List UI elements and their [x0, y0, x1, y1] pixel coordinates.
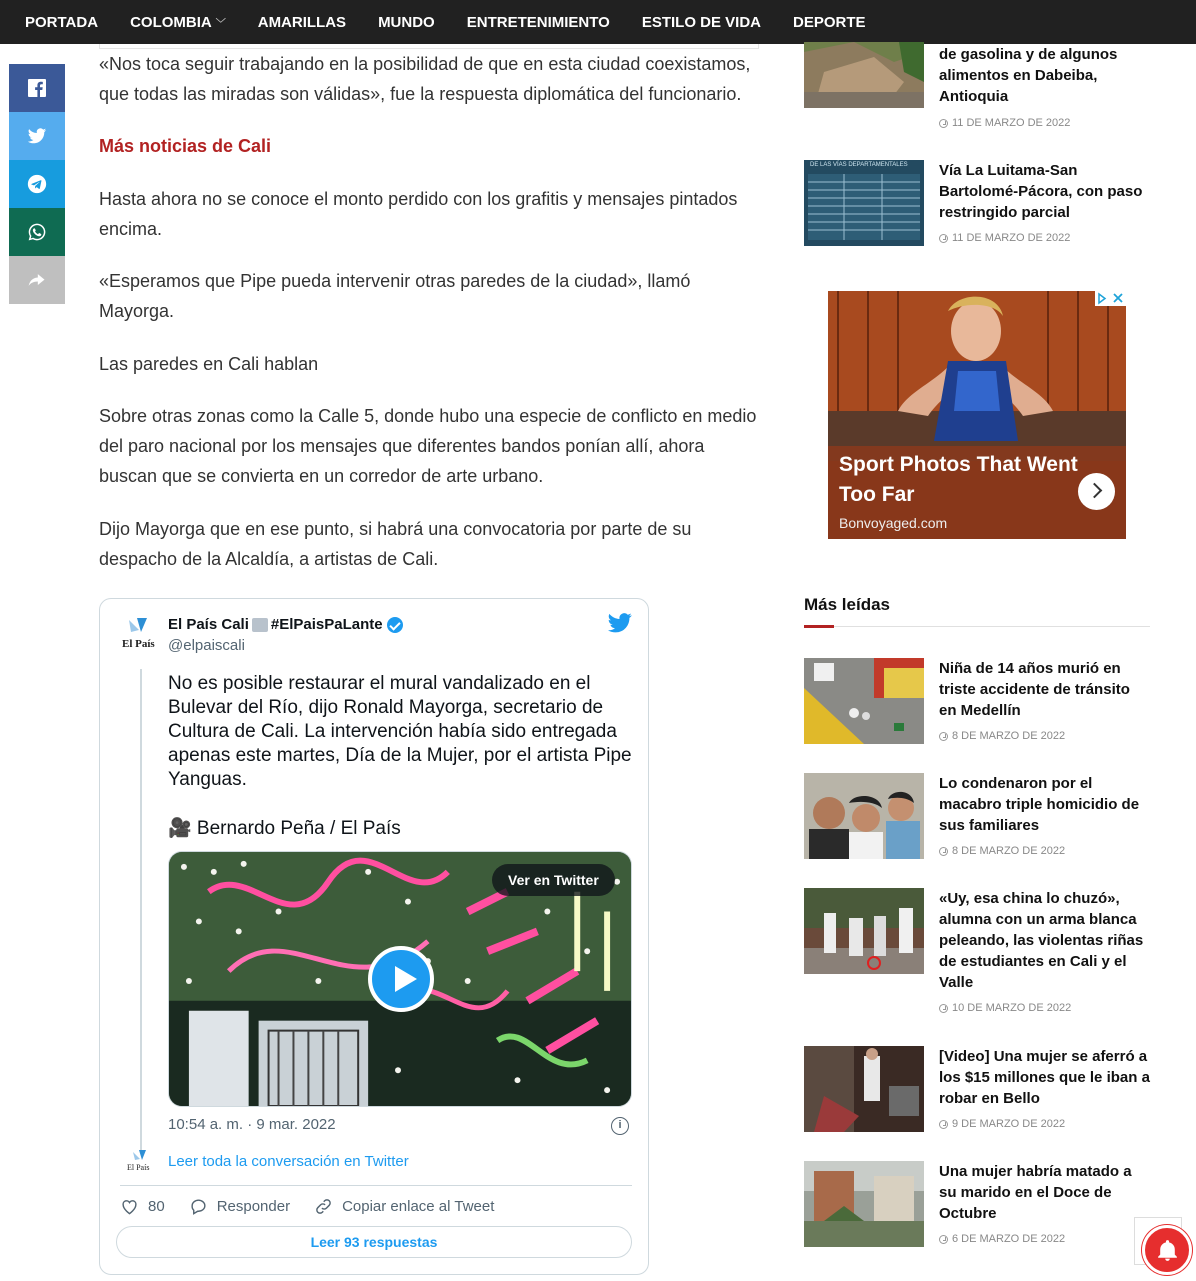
ad-domain[interactable]: Bonvoyaged.com	[839, 515, 948, 531]
chevron-right-icon[interactable]	[1078, 473, 1115, 510]
news-thumbnail[interactable]	[804, 160, 924, 246]
news-date	[939, 117, 1070, 129]
tweet-actions	[120, 1197, 518, 1216]
bell-icon	[1155, 1238, 1180, 1263]
news-thumbnail[interactable]	[804, 1046, 924, 1132]
article-paragraph: Dijo Mayorga que en ese punto, si habrá una convocatoria por parte de su despacho de la Alcaldía, a artistas de Cali.	[99, 519, 692, 569]
date-text: 9 DE MARZO DE 2022	[952, 1118, 1066, 1130]
heart-icon	[120, 1197, 139, 1216]
clock-icon	[939, 234, 948, 243]
like-button[interactable]	[120, 1197, 165, 1216]
news-date	[939, 1233, 1065, 1245]
share-icon	[27, 270, 47, 290]
tweet-video[interactable]	[168, 851, 632, 1107]
share-twitter-button[interactable]	[9, 112, 65, 160]
author-hashtag: #ElPaisPaLante	[270, 616, 383, 633]
clock-icon	[939, 119, 948, 128]
date-text: 8 DE MARZO DE 2022	[952, 730, 1066, 742]
telegram-icon	[27, 174, 47, 194]
most-read-heading: Más leídas	[804, 595, 890, 614]
date-text: 8 DE MARZO DE 2022	[952, 845, 1066, 857]
whatsapp-icon	[27, 222, 47, 242]
play-icon[interactable]	[368, 946, 434, 1012]
info-icon[interactable]: i	[611, 1117, 629, 1135]
newspaper-icon	[252, 618, 268, 632]
share-bar	[9, 64, 65, 304]
news-title[interactable]: «Uy, esa china lo chuzó», alumna con un arma blanca peleando, las violentas riñas de estudiantes en Cali y el Valle	[939, 890, 1144, 991]
top-navigation	[0, 0, 1196, 44]
news-title[interactable]: Lo condenaron por el macabro triple homicidio de sus familiares	[939, 775, 1140, 834]
ad-headline[interactable]: Sport Photos That Went Too Far	[839, 453, 1078, 506]
family-photo-image	[804, 773, 924, 859]
verified-badge-icon	[387, 617, 403, 633]
nav-item-label: COLOMBIA	[130, 13, 212, 31]
elpais-logo-icon[interactable]	[121, 616, 161, 652]
date-text: 11 DE MARZO DE 2022	[952, 232, 1071, 244]
tweet-timestamp[interactable]: 10:54 a. m. · 9 mar. 2022	[168, 1116, 336, 1133]
clock-icon	[939, 1004, 948, 1013]
share-telegram-button[interactable]	[9, 160, 65, 208]
nav-item-amarillas[interactable]: AMARILLAS	[257, 13, 347, 31]
tweet-author-name[interactable]	[168, 616, 403, 633]
ad-choices-icon[interactable]	[1095, 291, 1126, 306]
clock-icon	[939, 847, 948, 856]
reply-button[interactable]	[189, 1197, 290, 1216]
svg-text:El País: El País	[122, 638, 155, 650]
road-status-table-image	[804, 160, 924, 246]
students-fight-image	[804, 888, 924, 974]
news-title[interactable]: [Video] Una mujer se aferró a los $15 millones que le iban a robar en Bello	[939, 1048, 1150, 1107]
tweet-author-handle[interactable]: @elpaiscali	[168, 637, 245, 654]
divider	[120, 1185, 632, 1186]
news-title[interactable]: Vía La Luitama-San Bartolomé-Pácora, con paso restringido parcial	[939, 162, 1143, 221]
news-date	[939, 1002, 1071, 1014]
author-name: El País Cali	[168, 616, 249, 633]
reply-bubble-icon	[189, 1197, 208, 1216]
article-paragraph: «Nos toca seguir trabajando en la posibilidad de que en esta ciudad coexistamos, que todas las miradas son válidas», fue la respuesta diplomática del funcionario.	[99, 54, 751, 104]
date-text: 6 DE MARZO DE 2022	[952, 1233, 1066, 1245]
news-date	[939, 232, 1070, 244]
news-date	[939, 1118, 1065, 1130]
nav-item-mundo[interactable]: MUNDO	[378, 13, 435, 31]
article-paragraph: «Esperamos que Pipe pueda intervenir otras paredes de la ciudad», llamó Mayorga.	[99, 271, 691, 321]
facebook-icon	[27, 78, 47, 98]
chevron-down-icon: ﹀	[215, 18, 226, 30]
section-heading[interactable]: Más noticias de Cali	[99, 136, 272, 156]
elpais-small-logo-icon[interactable]	[127, 1149, 155, 1173]
read-conversation-link[interactable]: Leer toda la conversación en Twitter	[168, 1153, 409, 1170]
embedded-tweet	[99, 598, 649, 1275]
clock-icon	[939, 1235, 948, 1244]
news-thumbnail[interactable]	[804, 1161, 924, 1247]
notification-bell-button[interactable]	[1142, 1225, 1192, 1275]
news-date	[939, 730, 1065, 742]
advertisement[interactable]	[828, 291, 1126, 539]
robbery-video-image	[804, 1046, 924, 1132]
svg-text:DE LAS VÍAS DEPARTAMENTALES: DE LAS VÍAS DEPARTAMENTALES	[810, 162, 908, 168]
news-thumbnail[interactable]	[804, 42, 924, 108]
reply-label: Responder	[216, 1198, 291, 1215]
divider	[804, 626, 1150, 627]
news-date	[939, 845, 1065, 857]
svg-text:El País: El País	[127, 1163, 150, 1172]
article-paragraph: Sobre otras zonas como la Calle 5, donde hubo una especie de conflicto en medio del paro nacional por los mensajes que diferentes bandos ponían allí, ahora buscan que se convierta en un corredor de arte urbano.	[99, 406, 757, 486]
date-text: 11 DE MARZO DE 2022	[952, 117, 1071, 129]
news-title[interactable]: Una mujer habría matado a su marido en el Doce de Octubre	[939, 1163, 1132, 1222]
neighborhood-image	[804, 1161, 924, 1247]
article-paragraph: Las paredes en Cali hablan	[99, 354, 319, 374]
like-count: 80	[148, 1198, 165, 1215]
thread-line	[140, 669, 142, 1154]
share-facebook-button[interactable]	[9, 64, 65, 112]
clock-icon	[939, 1120, 948, 1129]
copy-link-button[interactable]	[314, 1197, 494, 1216]
news-thumbnail[interactable]	[804, 773, 924, 859]
news-thumbnail[interactable]	[804, 888, 924, 974]
tweet-text: No es posible restaurar el mural vandalizado en el Bulevar del Río, dijo Ronald Mayorga, secretario de Cultura de Cali. La intervención había sido entregada apenas este martes, Día de la Mujer, por el artista Pipe Yanguas.	[168, 673, 632, 790]
twitter-icon	[27, 126, 47, 146]
heading-accent	[804, 625, 834, 628]
view-on-twitter-button[interactable]: Ver en Twitter	[492, 864, 615, 896]
nav-item-estilo-de-vida[interactable]: ESTILO DE VIDA	[641, 13, 761, 31]
landslide-image	[804, 42, 924, 108]
news-title[interactable]: de gasolina y de algunos alimentos en Dabeiba, Antioquia	[939, 46, 1118, 105]
share-more-button[interactable]	[9, 256, 65, 304]
share-whatsapp-button[interactable]	[9, 208, 65, 256]
read-replies-button[interactable]: Leer 93 respuestas	[116, 1226, 632, 1258]
street-accident-image	[804, 658, 924, 744]
tweet-credit: 🎥 Bernardo Peña / El País	[168, 818, 401, 839]
nav-item-colombia[interactable]	[130, 14, 226, 31]
twitter-bird-icon[interactable]	[608, 613, 632, 633]
article-paragraph: Hasta ahora no se conoce el monto perdido con los grafitis y mensajes pintados encima.	[99, 189, 738, 239]
news-thumbnail[interactable]	[804, 658, 924, 744]
nav-item-portada[interactable]: PORTADA	[25, 13, 99, 31]
link-icon	[314, 1197, 333, 1216]
nav-item-entretenimiento[interactable]: ENTRETENIMIENTO	[466, 13, 610, 31]
nav-item-deporte[interactable]: DEPORTE	[793, 13, 866, 31]
date-text: 10 DE MARZO DE 2022	[952, 1002, 1072, 1014]
news-title[interactable]: Niña de 14 años murió en triste accidente de tránsito en Medellín	[939, 660, 1130, 719]
copy-link-label: Copiar enlace al Tweet	[342, 1198, 495, 1215]
clock-icon	[939, 732, 948, 741]
